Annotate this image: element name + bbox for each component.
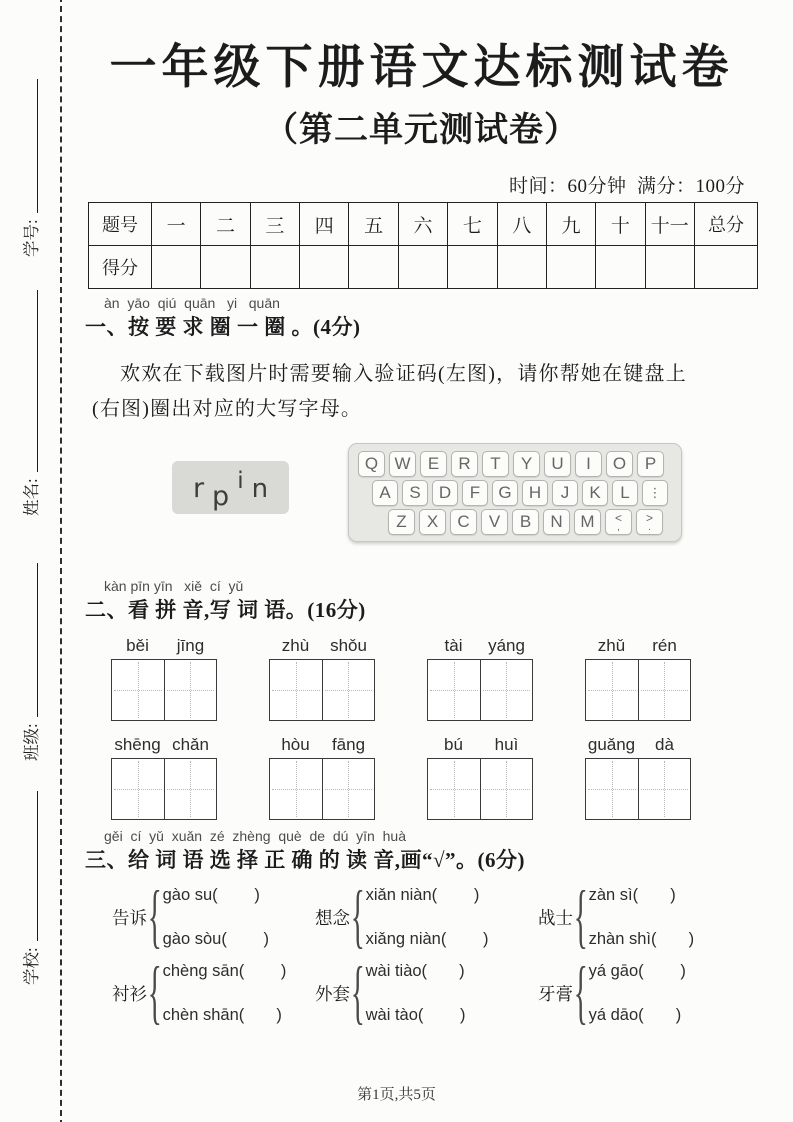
keyboard-key: [605, 509, 632, 535]
word-grid-row-1: [111, 636, 743, 721]
brace-glyph: {: [573, 877, 588, 956]
score-row-label: 得分: [89, 246, 152, 289]
choice-options: [163, 886, 269, 949]
pinyin-syllable: fāng: [331, 735, 366, 754]
question-column-header: 四: [300, 203, 349, 246]
writing-cell: [164, 660, 216, 720]
school-label: 学校:: [22, 947, 41, 985]
student-name-blank-line: [37, 290, 38, 472]
score-cell: [448, 246, 497, 289]
keyboard-row: [358, 451, 672, 477]
total-score-header: 总分: [695, 203, 758, 246]
choice-group: [315, 953, 466, 1032]
page-subtitle: （第二单元测试卷）: [264, 112, 579, 149]
word-pinyin: [427, 735, 533, 755]
score-cell: [695, 246, 758, 289]
score-cell: [349, 246, 398, 289]
keyboard-key: I: [575, 451, 602, 477]
pronunciation-option: gào su( ): [162, 885, 260, 904]
keyboard-key: N: [543, 509, 570, 535]
writing-box: [269, 659, 375, 721]
school-field: [18, 789, 42, 985]
pinyin-syllable: chǎn: [172, 735, 209, 754]
writing-box: [585, 659, 691, 721]
word-pinyin: [585, 636, 691, 656]
choice-group: [538, 877, 695, 956]
pinyin-syllable: jīng: [176, 636, 205, 655]
pinyin-syllable: shēng: [114, 735, 161, 754]
pronunciation-option: zàn sì( ): [588, 885, 676, 904]
section1-text-line2: (右图)圈出对应的大写字母。: [92, 398, 363, 420]
keyboard-key: ⋮: [642, 480, 668, 506]
pronunciation-option: gào sòu( ): [162, 929, 269, 948]
writing-box: [111, 659, 217, 721]
key-sub-glyph: ,: [617, 521, 620, 533]
section2-pinyin: kàn pīn yīn xiě cí yǔ: [104, 578, 244, 594]
keyboard-key: D: [432, 480, 458, 506]
word-grid-group: [111, 636, 217, 721]
pronunciation-option: wài tiào( ): [365, 961, 465, 980]
word-pinyin: [111, 636, 217, 656]
student-id-field: [18, 77, 42, 257]
writing-cell: [322, 759, 374, 819]
choice-options: [163, 962, 287, 1025]
writing-cell: [428, 759, 480, 819]
writing-cell: [480, 660, 532, 720]
word-grid-group: [585, 636, 691, 721]
keyboard-key: Y: [513, 451, 540, 477]
score-cell: [596, 246, 645, 289]
keyboard-key: S: [402, 480, 428, 506]
score-cell: [201, 246, 250, 289]
question-column-header: 七: [448, 203, 497, 246]
choice-word: 牙膏: [538, 983, 573, 1004]
pronunciation-option: chèn shān( ): [162, 1005, 282, 1024]
choice-word: 外套: [315, 983, 350, 1004]
choice-word: 衬衫: [112, 983, 147, 1004]
keyboard-key: O: [606, 451, 633, 477]
key-main-glyph: <: [614, 510, 622, 525]
question-column-header: 二: [201, 203, 250, 246]
keyboard-key: M: [574, 509, 601, 535]
score-table: [88, 202, 758, 289]
pinyin-syllable: shǒu: [330, 636, 367, 655]
keyboard-key: B: [512, 509, 539, 535]
question-column-header: 九: [546, 203, 595, 246]
pinyin-syllable: tài: [444, 636, 463, 655]
keyboard-key: V: [481, 509, 508, 535]
pinyin-syllable: bú: [444, 735, 463, 754]
score-cell: [645, 246, 694, 289]
question-number-label: 题号: [89, 203, 152, 246]
keyboard-key: G: [492, 480, 518, 506]
brace-glyph: {: [573, 953, 588, 1032]
writing-box: [585, 758, 691, 820]
keyboard-key: R: [451, 451, 478, 477]
captcha-letter: i: [237, 467, 244, 494]
class-blank-line: [37, 563, 38, 717]
keyboard-key: Q: [358, 451, 385, 477]
seal-fold-dashed-line: [60, 0, 62, 1122]
choice-options: [589, 962, 686, 1025]
choice-group: [315, 877, 489, 956]
pinyin-syllable: rén: [652, 636, 677, 655]
writing-cell: [586, 660, 638, 720]
keyboard-key: P: [637, 451, 664, 477]
score-cell: [398, 246, 447, 289]
pronunciation-option: yá dāo( ): [588, 1005, 682, 1024]
key-main-glyph: >: [645, 510, 653, 525]
word-pinyin: [269, 636, 375, 656]
keyboard-key: W: [389, 451, 416, 477]
class-label: 班级:: [22, 723, 41, 761]
keyboard-key: A: [372, 480, 398, 506]
pinyin-syllable: guǎng: [587, 735, 636, 754]
section1-pinyin: àn yāo qiú quān yi quān: [104, 295, 280, 311]
word-grid-group: [427, 636, 533, 721]
word-pinyin: [427, 636, 533, 656]
word-grid-group: [427, 735, 533, 820]
section3-heading: 三、给 词 语 选 择 正 确 的 读 音,画“√”。(6分): [85, 848, 526, 872]
score-table-header-row: [89, 203, 758, 246]
writing-box: [427, 758, 533, 820]
writing-cell: [270, 759, 322, 819]
keyboard-row: [388, 509, 672, 535]
keyboard-key: F: [462, 480, 488, 506]
keyboard-key: L: [612, 480, 638, 506]
pronunciation-option: wài tào( ): [365, 1005, 466, 1024]
word-grid-group: [585, 735, 691, 820]
pinyin-syllable: zhǔ: [597, 636, 626, 655]
section1-text-line1: 欢欢在下载图片时需要输入验证码(左图)，请你帮她在键盘上: [120, 363, 687, 385]
choice-group: [112, 953, 287, 1032]
pronunciation-option: xiǎng niàn( ): [365, 929, 489, 948]
key-sub-glyph: .: [648, 521, 651, 533]
keyboard-key: Z: [388, 509, 415, 535]
captcha-image: [172, 461, 289, 514]
keyboard-key: H: [522, 480, 548, 506]
choice-options: [366, 962, 466, 1025]
page-number: 第1页,共5页: [357, 1087, 436, 1103]
question-column-header: 五: [349, 203, 398, 246]
pinyin-syllable: yáng: [488, 636, 525, 655]
question-column-header: 十: [596, 203, 645, 246]
student-id-label: 学号:: [22, 219, 41, 257]
pronunciation-option: yá gāo( ): [588, 961, 686, 980]
score-cell: [250, 246, 299, 289]
time-score-info: 时间：60分钟 满分：100分: [508, 176, 745, 197]
class-field: [18, 561, 42, 761]
score-cell: [546, 246, 595, 289]
captcha-letter: r: [192, 473, 205, 504]
word-pinyin: [111, 735, 217, 755]
writing-cell: [586, 759, 638, 819]
keyboard-key: X: [419, 509, 446, 535]
brace-glyph: {: [350, 953, 365, 1032]
word-grid-group: [111, 735, 217, 820]
brace-glyph: {: [147, 953, 162, 1032]
student-id-blank-line: [37, 79, 38, 213]
question-column-header: 六: [398, 203, 447, 246]
score-cell: [152, 246, 201, 289]
writing-cell: [322, 660, 374, 720]
student-name-field: [18, 288, 42, 516]
pinyin-syllable: huì: [494, 735, 519, 754]
score-cell: [300, 246, 349, 289]
writing-cell: [112, 759, 164, 819]
question-column-header: 八: [497, 203, 546, 246]
captcha-letter: n: [251, 473, 269, 504]
keyboard-key: U: [544, 451, 571, 477]
writing-cell: [270, 660, 322, 720]
keyboard-row: [372, 480, 672, 506]
writing-cell: [638, 660, 690, 720]
choice-group: [538, 953, 686, 1032]
section1-heading: 一、按 要 求 圈 一 圈 。(4分): [85, 315, 361, 339]
keyboard-image: [348, 443, 682, 542]
writing-box: [269, 758, 375, 820]
question-column-header: 十一: [645, 203, 694, 246]
keyboard-key: J: [552, 480, 578, 506]
keyboard-key: C: [450, 509, 477, 535]
school-blank-line: [37, 791, 38, 941]
writing-cell: [638, 759, 690, 819]
question-column-header: 一: [152, 203, 201, 246]
keyboard-key: [636, 509, 663, 535]
keyboard-key: K: [582, 480, 608, 506]
pronunciation-option: chèng sān( ): [162, 961, 287, 980]
brace-glyph: {: [350, 877, 365, 956]
pinyin-syllable: hòu: [281, 735, 310, 754]
writing-box: [427, 659, 533, 721]
writing-box: [111, 758, 217, 820]
keyboard-key: E: [420, 451, 447, 477]
word-pinyin: [269, 735, 375, 755]
choice-word: 战士: [538, 907, 573, 928]
word-grid-group: [269, 636, 375, 721]
section2-heading: 二、看 拼 音,写 词 语。(16分): [85, 598, 366, 622]
choice-group: [112, 877, 269, 956]
pronunciation-option: xiǎn niàn( ): [365, 885, 480, 904]
pinyin-syllable: zhù: [281, 636, 310, 655]
student-name-label: 姓名:: [22, 478, 41, 516]
writing-cell: [480, 759, 532, 819]
score-cell: [497, 246, 546, 289]
pinyin-syllable: dà: [655, 735, 674, 754]
choice-word: 告诉: [112, 907, 147, 928]
keyboard-key: T: [482, 451, 509, 477]
word-grid-row-2: [111, 735, 743, 820]
choice-word: 想念: [315, 907, 350, 928]
pinyin-syllable: běi: [126, 636, 149, 655]
writing-cell: [112, 660, 164, 720]
choice-options: [589, 886, 694, 949]
score-table-score-row: [89, 246, 758, 289]
writing-cell: [164, 759, 216, 819]
brace-glyph: {: [147, 877, 162, 956]
section3-pinyin: gěi cí yǔ xuǎn zé zhèng què de dú yīn huà: [104, 828, 406, 844]
word-grid-group: [269, 735, 375, 820]
pronunciation-option: zhàn shì( ): [588, 929, 695, 948]
page-title: 一年级下册语文达标测试卷: [109, 42, 734, 94]
question-column-header: 三: [250, 203, 299, 246]
word-pinyin: [585, 735, 691, 755]
writing-cell: [428, 660, 480, 720]
captcha-letter: p: [212, 481, 230, 512]
choice-options: [366, 886, 489, 949]
